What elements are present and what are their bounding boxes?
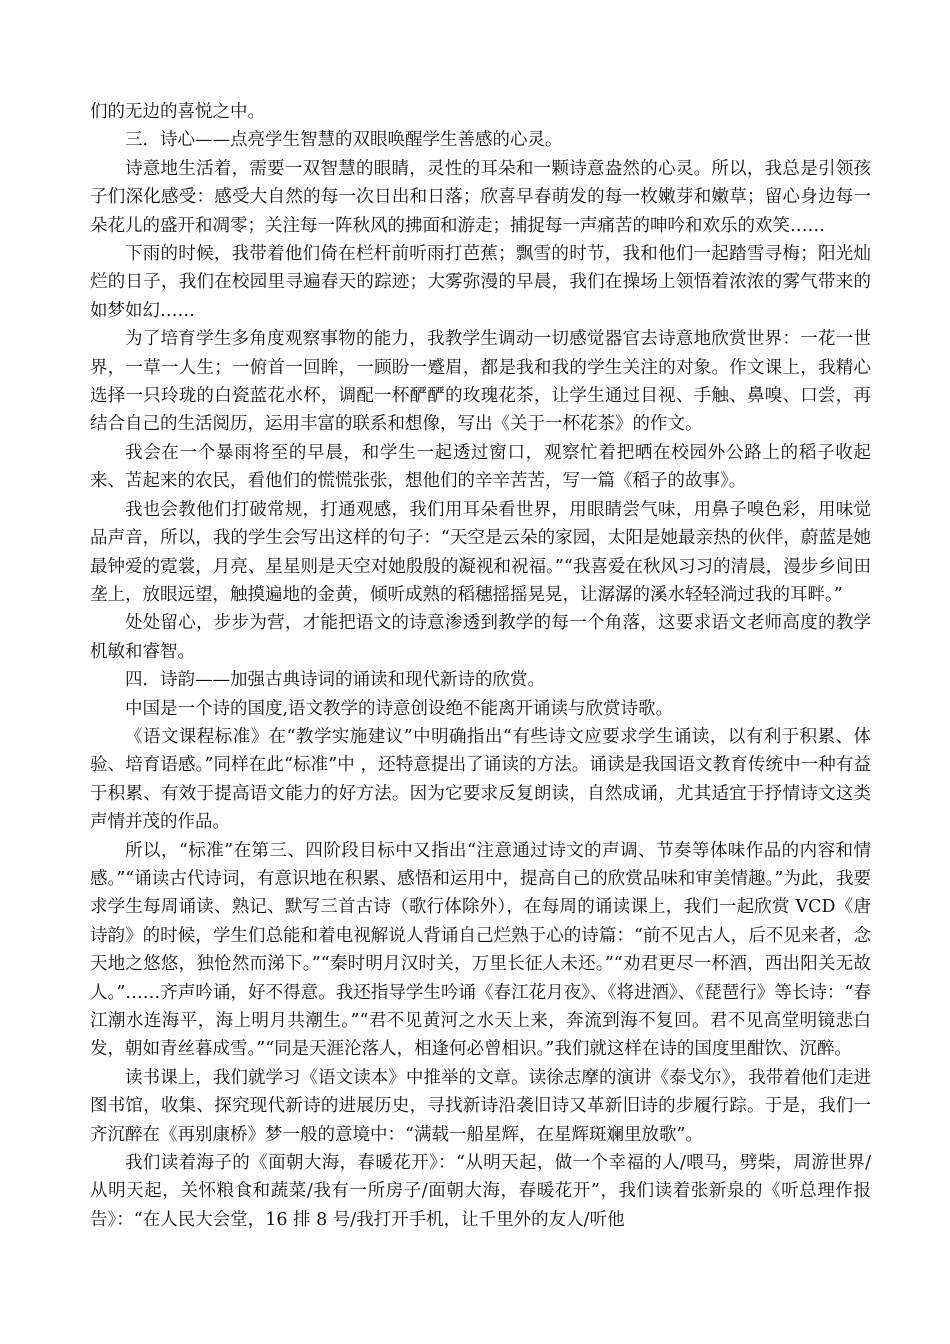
paragraph: 我们读着海子的《面朝大海，春暖花开》：“从明天起，做一个幸福的人/喂马，劈柴，周游世界/从明天起，关怀粮食和蔬菜/我有一所房子/面朝大海，春暖花开”，我们读着张新泉的《听总理作报告》：“在人民大会堂，16 排 8 号/我打开手机，让千里外的友人/听他 xyxy=(90,1153,871,1230)
section-heading-4: 四．诗韵——加强古典诗词的诵读和现代新诗的欣赏。 xyxy=(125,670,545,691)
paragraph: 我也会教他们打破常规，打通观感，我们用耳朵看世界，用眼睛尝气味，用鼻子嗅色彩，用味觉品声音，所以，我的学生会写出这样的句子：“天空是云朵的家园，太阳是她最亲热的伙伴，蔚蓝是她最钟爱的霓裳，月亮、星星则是天空对她殷殷的凝视和祝福。”“我喜爱在秋风习习的清晨，漫步乡间田垄上，放眼远望，触摸遍地的金黄，倾听成熟的稻穗摇摇晃晃，让潺潺的溪水轻轻淌过我的耳畔。” xyxy=(90,499,871,605)
section-heading-3: 三．诗心——点亮学生智慧的双眼唤醒学生善感的心灵。 xyxy=(125,130,563,151)
paragraph: 诗意地生活着，需要一双智慧的眼睛，灵性的耳朵和一颗诗意盎然的心灵。所以，我总是引领孩子们深化感受：感受大自然的每一次日出和日落；欣喜早春萌发的每一枚嫩芽和嫩草；留心身边每一朵花儿的盛开和凋零；关注每一阵秋风的拂面和游走；捕捉每一声痛苦的呻吟和欢乐的欢笑…… xyxy=(90,158,871,236)
document-page xyxy=(90,98,871,1234)
paragraph-continuation: 们的无边的喜悦之中。 xyxy=(90,102,265,122)
paragraph: 《语文课程标准》在“教学实施建议”中明确指出“有些诗文应要求学生诵读，以有利于积累、体验、培育语感。”同样在此“标准”中 ，还特意提出了诵读的方法。诵读是我国语文教育传统中一种有益于积累、有效于提高语文能力的好方法。因为它要求反复朗读，自然成诵，尤其适宜于抒情诗文这类声情并茂的作品。 xyxy=(90,726,871,833)
paragraph: 读书课上，我们就学习《语文读本》中推举的文章。读徐志摩的演讲《泰戈尔》，我带着他们走进图书馆，收集、探究现代新诗的进展历史，寻找新诗沿袭旧诗又革新旧诗的步履行踪。于是，我们一齐沉醉在《再别康桥》梦一般的意境中：“满载一船星辉，在星辉斑斓里放歌”。 xyxy=(90,1067,871,1145)
paragraph: 我会在一个暴雨将至的早晨，和学生一起透过窗口，观察忙着把晒在校园外公路上的稻子收起来、苫起来的农民，看他们的慌慌张张，想他们的辛辛苦苦，写一篇《稻子的故事》。 xyxy=(90,442,871,492)
paragraph: 所以，“标准”在第三、四阶段目标中又指出“注意通过诗文的声调、节奏等体味作品的内容和情感。”“诵读古代诗词，有意识地在积累、感悟和运用中，提高自己的欣赏品味和审美情趣。”为此，我要求学生每周诵读、熟记、默写三首古诗（歌行体除外），在每周的诵读课上，我们一起欣赏 VCD《唐诗韵》的时候，学生们总能和着电视解说人背诵自己烂熟于心的诗篇：“前不见古人，后不见来者，念天地之悠悠，独怆然而涕下。”“秦时明月汉时关，万里长征人未还。”“劝君更尽一杯酒，西出阳关无故人。”……齐声吟诵，好不得意。我还指导学生吟诵《春江花月夜》、《将进酒》、《琵琶行》等长诗：“春江潮水连海平，海上明月共潮生。”“君不见黄河之水天上来，奔流到海不复回。君不见高堂明镜悲白发，朝如青丝暮成雪。”“同是天涯沦落人，相逢何必曾相识。”我们就这样在诗的国度里酣饮、沉醉。 xyxy=(90,840,871,1060)
paragraph: 下雨的时候，我带着他们倚在栏杆前听雨打芭蕉；飘雪的时节，我和他们一起踏雪寻梅；阳光灿烂的日子，我们在校园里寻遍春天的踪迹；大雾弥漫的早晨，我们在操场上领悟着浓浓的雾气带来的如梦如幻…… xyxy=(90,244,871,321)
paragraph: 中国是一个诗的国度,语文教学的诗意创设绝不能离开诵读与欣赏诗歌。 xyxy=(125,698,674,719)
paragraph: 处处留心，步步为营，才能把语文的诗意渗透到教学的每一个角落，这要求语文老师高度的教学机敏和睿智。 xyxy=(90,613,871,662)
paragraph: 为了培育学生多角度观察事物的能力，我教学生调动一切感觉器官去诗意地欣赏世界：一花一世界，一草一人生；一俯首一回眸，一顾盼一蹙眉，都是我和我的学生关注的对象。作文课上，我精心选择一只玲珑的白瓷蓝花水杯，调配一杯酽酽的玫瑰花茶，让学生通过目视、手触、鼻嗅、口尝，再结合自己的生活阅历，运用丰富的联系和想像，写出《关于一杯花茶》的作文。 xyxy=(90,329,871,435)
